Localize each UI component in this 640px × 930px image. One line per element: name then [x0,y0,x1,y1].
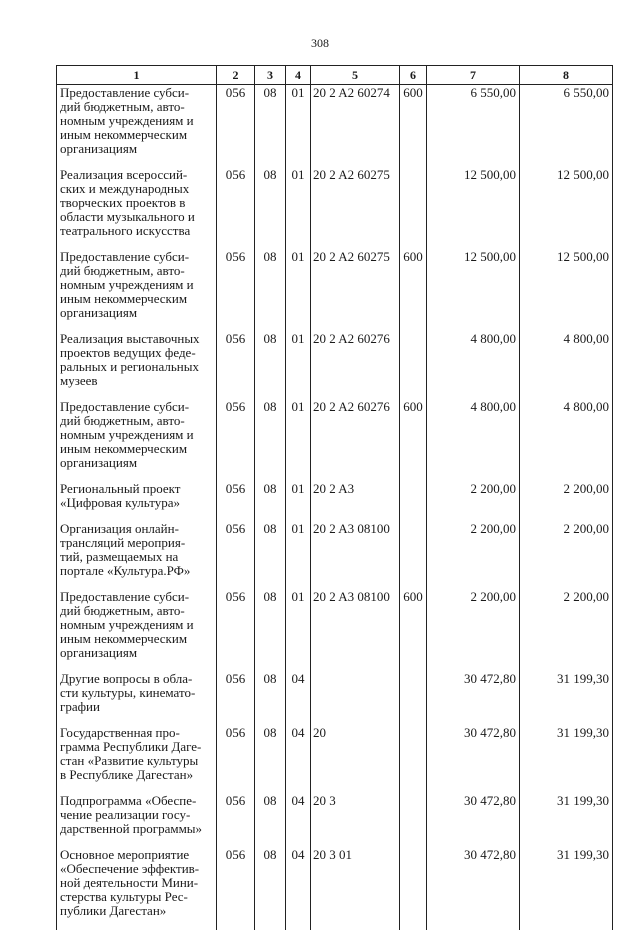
row-amount-2: 31 199,30 [520,726,613,794]
row-admin-code: 056 [217,85,255,169]
row-section-code: 08 [255,250,286,332]
row-expense-type: 600 [400,85,427,169]
row-name: Организация онлайн- трансляций мероприя- тий, размещаемых на портале «Культура.РФ» [57,522,217,590]
row-name: Предоставление субси- дий бюджетным, авто- номным учреждениям и иным некоммерческим организациям [57,400,217,482]
row-section-code: 08 [255,522,286,590]
row-subsection-code: 01 [286,85,311,169]
row-target-code: 20 2 A2 60276 [311,332,400,400]
row-admin-code: 056 [217,794,255,848]
row-amount-1: 30 472,80 [427,726,520,794]
row-amount-2: 2 200,00 [520,482,613,522]
row-section-code: 08 [255,400,286,482]
row-section-code: 08 [255,168,286,250]
row-subsection-code: 04 [286,672,311,726]
row-name: Реализация всероссий- ских и международных творческих проектов в области музыкального и театрального искусства [57,168,217,250]
row-name: Предоставление субси- дий бюджетным, авто- номным учреждениям и иным некоммерческим организациям [57,250,217,332]
row-amount-1: 12 500,00 [427,250,520,332]
row-expense-type [400,482,427,522]
row-section-code: 08 [255,794,286,848]
table-row [57,400,613,482]
page-number: 308 [0,36,640,51]
table-row [57,522,613,590]
row-expense-type: 600 [400,590,427,672]
row-amount-1: 2 200,00 [427,522,520,590]
table-header-row [57,66,613,85]
row-amount-2: 2 200,00 [520,522,613,590]
row-section-code: 08 [255,590,286,672]
row-name: Реализация выставочных проектов ведущих феде- ральных и региональных музеев [57,332,217,400]
row-admin-code: 056 [217,168,255,250]
row-amount-1: 30 472,80 [427,848,520,930]
row-section-code: 08 [255,726,286,794]
row-admin-code: 056 [217,672,255,726]
table-row [57,85,613,169]
row-amount-2: 12 500,00 [520,250,613,332]
row-amount-1: 2 200,00 [427,482,520,522]
row-target-code: 20 2 A2 60275 [311,168,400,250]
row-amount-2: 4 800,00 [520,400,613,482]
row-amount-2: 31 199,30 [520,848,613,930]
row-amount-1: 4 800,00 [427,332,520,400]
row-subsection-code: 01 [286,168,311,250]
row-subsection-code: 04 [286,848,311,930]
row-expense-type [400,794,427,848]
row-target-code: 20 2 A2 60276 [311,400,400,482]
row-expense-type [400,848,427,930]
row-section-code: 08 [255,482,286,522]
row-subsection-code: 01 [286,400,311,482]
row-target-code: 20 2 A2 60275 [311,250,400,332]
row-amount-2: 6 550,00 [520,85,613,169]
row-subsection-code: 01 [286,482,311,522]
row-amount-2: 2 200,00 [520,590,613,672]
table-row [57,794,613,848]
column-header: 1 [57,66,217,85]
column-header: 8 [520,66,613,85]
row-target-code [311,672,400,726]
row-name: Предоставление субси- дий бюджетным, авто- номным учреждениям и иным некоммерческим организациям [57,590,217,672]
row-amount-1: 4 800,00 [427,400,520,482]
row-amount-2: 31 199,30 [520,672,613,726]
row-admin-code: 056 [217,726,255,794]
row-name: Региональный проект «Цифровая культура» [57,482,217,522]
row-admin-code: 056 [217,400,255,482]
column-header: 4 [286,66,311,85]
table-row [57,332,613,400]
column-header: 3 [255,66,286,85]
row-subsection-code: 01 [286,522,311,590]
row-subsection-code: 04 [286,726,311,794]
table-row [57,672,613,726]
row-amount-2: 4 800,00 [520,332,613,400]
row-expense-type [400,168,427,250]
row-admin-code: 056 [217,482,255,522]
table-row [57,726,613,794]
row-subsection-code: 01 [286,250,311,332]
row-section-code: 08 [255,848,286,930]
row-target-code: 20 2 A3 08100 [311,522,400,590]
column-header: 6 [400,66,427,85]
row-target-code: 20 2 A2 60274 [311,85,400,169]
row-section-code: 08 [255,85,286,169]
row-subsection-code: 01 [286,332,311,400]
row-subsection-code: 01 [286,590,311,672]
column-header: 5 [311,66,400,85]
row-expense-type: 600 [400,400,427,482]
row-target-code: 20 [311,726,400,794]
row-amount-2: 12 500,00 [520,168,613,250]
row-name: Государственная про- грамма Республики Даге- стан «Развитие культуры в Республике Дагестан» [57,726,217,794]
row-target-code: 20 2 A3 08100 [311,590,400,672]
row-amount-1: 2 200,00 [427,590,520,672]
table-row [57,250,613,332]
row-amount-1: 6 550,00 [427,85,520,169]
row-expense-type [400,332,427,400]
row-admin-code: 056 [217,522,255,590]
row-expense-type: 600 [400,250,427,332]
row-amount-1: 30 472,80 [427,672,520,726]
row-name: Подпрограмма «Обеспе- чение реализации госу- дарственной программы» [57,794,217,848]
table-row [57,168,613,250]
row-admin-code: 056 [217,848,255,930]
row-name: Предоставление субси- дий бюджетным, авто- номным учреждениям и иным некоммерческим организациям [57,85,217,169]
row-section-code: 08 [255,332,286,400]
row-amount-2: 31 199,30 [520,794,613,848]
row-name: Основное мероприятие «Обеспечение эффектив- ной деятельности Мини- стерства культуры Рес- публики Дагестан» [57,848,217,930]
row-expense-type [400,672,427,726]
row-admin-code: 056 [217,332,255,400]
row-target-code: 20 3 01 [311,848,400,930]
row-expense-type [400,522,427,590]
row-amount-1: 30 472,80 [427,794,520,848]
table-row [57,848,613,930]
row-admin-code: 056 [217,250,255,332]
column-header: 2 [217,66,255,85]
table-row [57,590,613,672]
row-target-code: 20 3 [311,794,400,848]
table-row [57,482,613,522]
row-section-code: 08 [255,672,286,726]
row-admin-code: 056 [217,590,255,672]
row-name: Другие вопросы в обла- сти культуры, кинемато- графии [57,672,217,726]
row-expense-type [400,726,427,794]
row-target-code: 20 2 A3 [311,482,400,522]
column-header: 7 [427,66,520,85]
row-amount-1: 12 500,00 [427,168,520,250]
row-subsection-code: 04 [286,794,311,848]
budget-table [56,65,613,930]
table-body [57,85,613,930]
